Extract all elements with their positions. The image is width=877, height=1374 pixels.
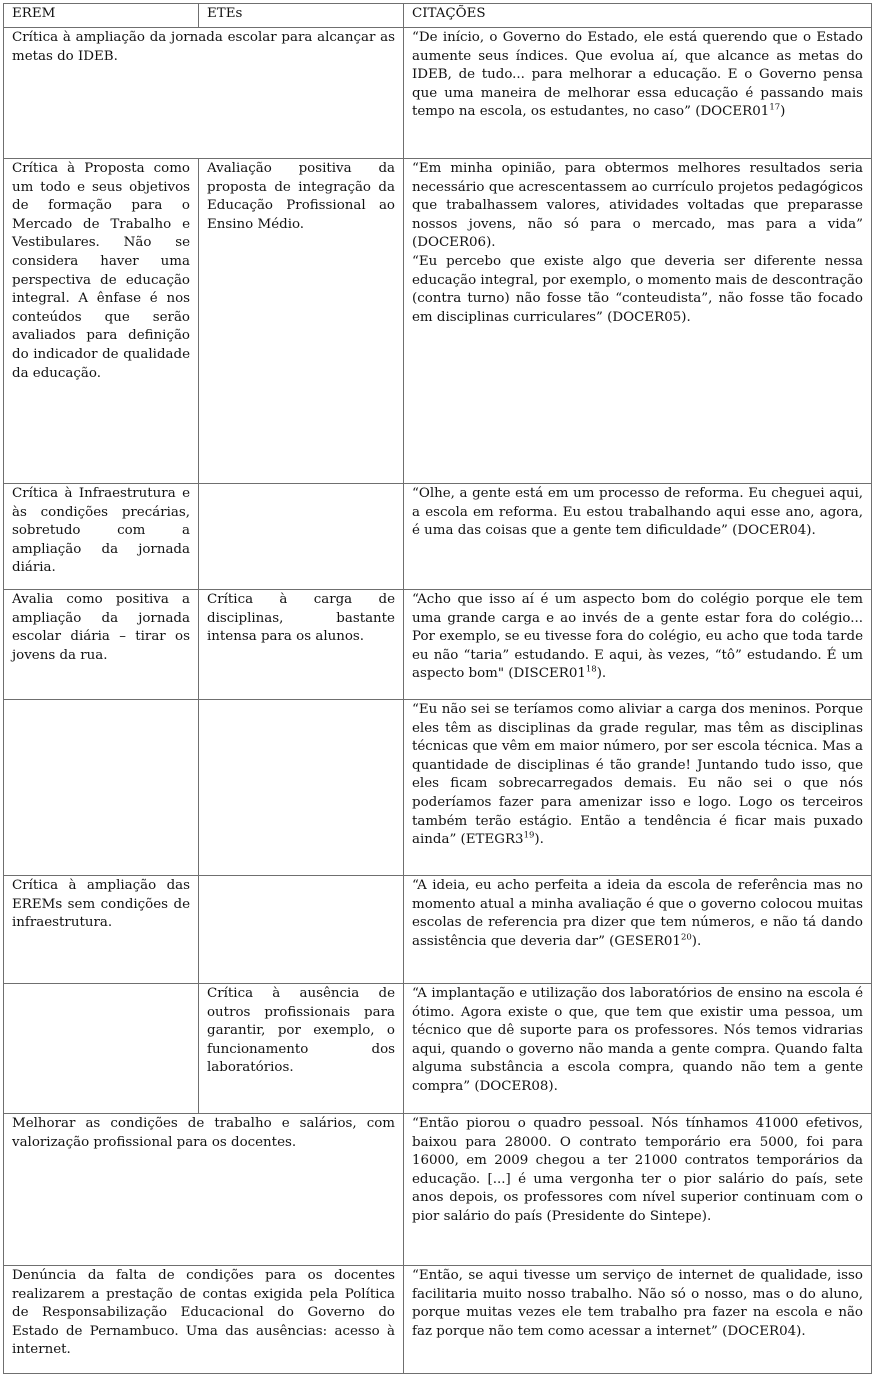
quote-end: ) <box>780 104 786 120</box>
row-6-quote <box>404 876 872 984</box>
row-9-description: Denúncia da falta de condições para os docentes realizarem a prestação de contas exigida pela Política de Responsabilização Educacional do Governo do Estado de Pernambuco. Uma das ausências: acesso à internet. <box>4 1266 404 1374</box>
table-row <box>4 1114 872 1266</box>
row-2-erem: Crítica à Proposta como um todo e seus objetivos de formação para o Mercado de Trabalho e Vestibulares. Não se considera haver uma perspectiva de educação integral. A ênfase é nos conteúdos que serão avaliados para definição do indicador de qualidade da educação. <box>4 159 199 484</box>
header-row <box>4 4 872 28</box>
footnote-marker: 17 <box>769 102 781 113</box>
table-row <box>4 876 872 984</box>
table-row <box>4 700 872 876</box>
row-5-erem <box>4 700 199 876</box>
table-row <box>4 1266 872 1374</box>
table-row <box>4 984 872 1114</box>
row-3-erem: Crítica à Infraestrutura e às condições precárias, sobretudo com a ampliação da jornada diária. <box>4 484 199 590</box>
quote-text: “A ideia, eu acho perfeita a ideia da escola de referência mas no momento atual a minha avaliação é que o governo colocou muitas escolas de referencia pra dizer que tem números, e não tá dando assistência que deveria dar” (GESER01 <box>412 878 863 949</box>
row-3-quote: “Olhe, a gente está em um processo de reforma. Eu cheguei aqui, a escola em reforma. Eu estou trabalhando aqui esse ano, agora, é uma das coisas que a gente tem dificuldade” (DOCER04). <box>404 484 872 590</box>
row-1-quote <box>404 28 872 159</box>
footnote-marker: 18 <box>585 664 597 675</box>
row-7-quote: “A implantação e utilização dos laboratórios de ensino na escola é ótimo. Agora existe o que, que tem que existir uma pessoa, um técnico que dê suporte para os professores. Nós temos vidrarias aqui, quando o governo não manda a gente compra. Quando falta alguma substância a escola compra, quando não tem a gente compra” (DOCER08). <box>404 984 872 1114</box>
row-4-etes: Crítica à carga de disciplinas, bastante intensa para os alunos. <box>199 590 404 700</box>
table-row <box>4 590 872 700</box>
quote-end: ). <box>691 933 702 949</box>
row-5-quote <box>404 700 872 876</box>
header-erem: EREM <box>4 4 199 28</box>
quote-end: ). <box>596 666 607 682</box>
quote-end: ). <box>534 832 544 848</box>
table-row <box>4 484 872 590</box>
row-6-erem: Crítica à ampliação das EREMs sem condições de infraestrutura. <box>4 876 199 984</box>
row-3-etes <box>199 484 404 590</box>
row-8-description: Melhorar as condições de trabalho e salários, com valorização profissional para os docentes. <box>4 1114 404 1266</box>
footnote-marker: 20 <box>680 932 692 943</box>
row-5-etes <box>199 700 404 876</box>
row-9-quote: “Então, se aqui tivesse um serviço de internet de qualidade, isso facilitaria muito nosso trabalho. Não só o nosso, mas o do aluno, porque muitas vezes ele tem trabalho pra fazer na escola e não faz porque não tem como acessar a internet” (DOCER04). <box>404 1266 872 1374</box>
row-4-erem: Avalia como positiva a ampliação da jornada escolar diária – tirar os jovens da rua. <box>4 590 199 700</box>
row-2-quote <box>404 159 872 484</box>
quote-text: “De início, o Governo do Estado, ele está querendo que o Estado aumente seus índices. Que evolua aí, que alcance as metas do IDEB, de tudo... para melhorar a educação. E o Governo pensa que uma maneira de melhorar essa educação é passando mais tempo na escola, os estudantes, no caso” (DOCER01 <box>412 30 863 120</box>
row-6-etes <box>199 876 404 984</box>
quote-text: “Acho que isso aí é um aspecto bom do colégio porque ele tem uma grande carga e ao invés de a gente estar fora do colégio... Por exemplo, se eu tivesse fora do colégio, eu acho que toda tarde eu não “taria” estudando. E aqui, às vezes, “tô” estudando. É um aspecto bom" (DISCER01 <box>412 592 863 682</box>
header-citacoes: CITAÇÕES <box>404 4 872 28</box>
row-7-erem <box>4 984 199 1114</box>
quote-text: “Eu não sei se teríamos como aliviar a carga dos meninos. Porque eles têm as disciplinas da grade regular, mas têm as disciplinas técnicas que vêm em maior número, por ser escola técnica. Mas a quantidade de disciplinas é tão grande! Juntando tudo isso, que eles ficam sobrecarregados demais. Eu não sei o que nós poderíamos fazer para amenizar isso e logo. Logo os terceiros também terão estágio. Então a tendência é ficar mais puxado ainda” (ETEGR3 <box>412 702 863 848</box>
row-7-etes: Crítica à ausência de outros profissionais para garantir, por exemplo, o funcionamento dos laboratórios. <box>199 984 404 1114</box>
citations-table <box>3 3 872 1374</box>
quote-paragraph-2: “Eu percebo que existe algo que deveria ser diferente nessa educação integral, por exemplo, o momento mais de descontração (contra turno) não fosse tão “conteudista”, não fosse tão focado em disciplinas curriculares” (DOCER05). <box>412 253 863 325</box>
header-etes: ETEs <box>199 4 404 28</box>
row-4-quote <box>404 590 872 700</box>
row-1-description: Crítica à ampliação da jornada escolar para alcançar as metas do IDEB. <box>4 28 404 159</box>
table-row <box>4 159 872 484</box>
footnote-marker: 19 <box>523 830 535 841</box>
quote-paragraph-1: “Em minha opinião, para obtermos melhores resultados seria necessário que acrescentassem ao currículo projetos pedagógicos que trabalhassem valores, atividades voltadas que preparasse nossos jovens, não só para o mercado, mas para a vida” (DOCER06). <box>412 161 863 251</box>
table-row <box>4 28 872 159</box>
row-8-quote: “Então piorou o quadro pessoal. Nós tínhamos 41000 efetivos, baixou para 28000. O contrato temporário era 5000, foi para 16000, em 2009 chegou a ter 21000 contratos temporários da educação. [...] é uma vergonha ter o pior salário do país, sete anos depois, os professores com nível superior continuam com o pior salário do país (Presidente do Sintepe). <box>404 1114 872 1266</box>
row-2-etes: Avaliação positiva da proposta de integração da Educação Profissional ao Ensino Médio. <box>199 159 404 484</box>
